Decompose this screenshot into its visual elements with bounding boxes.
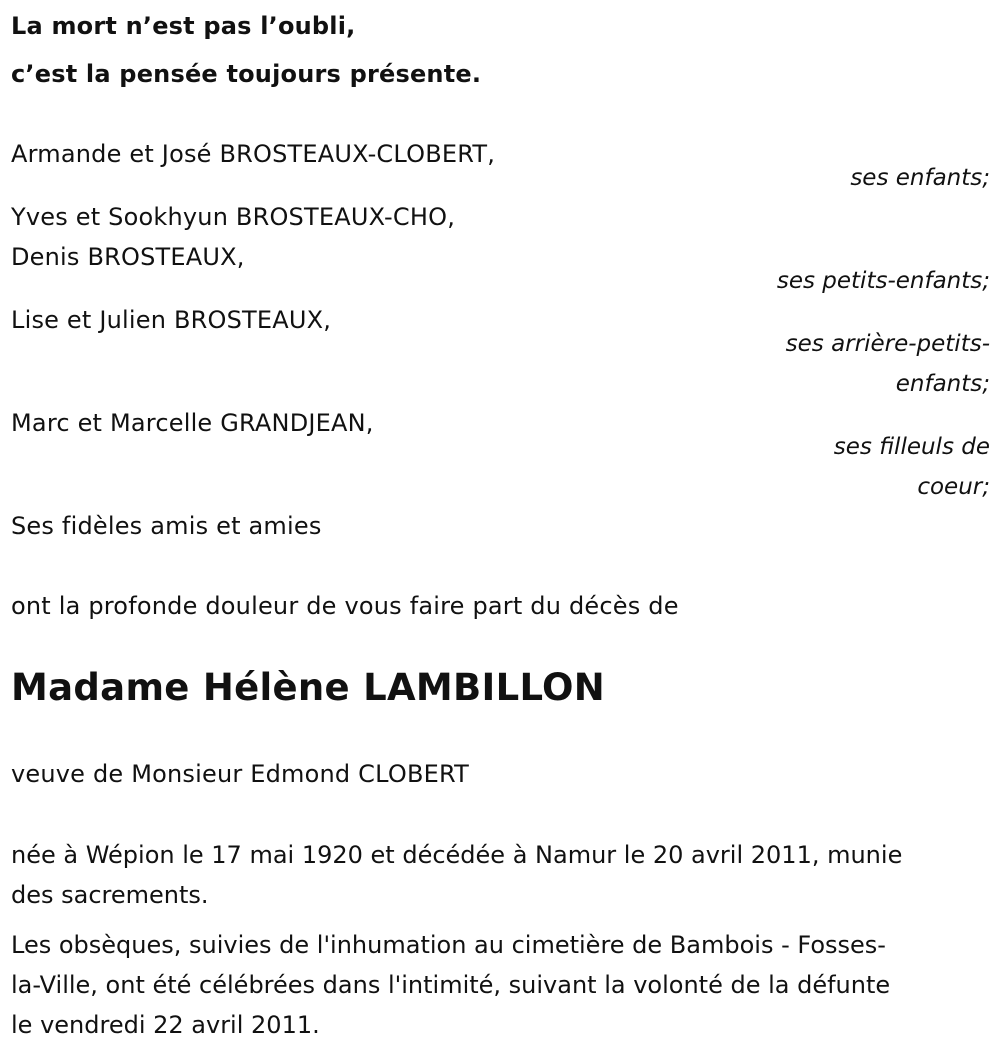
grandchildren-name-2: Denis BROSTEAUX, [11, 243, 245, 271]
friends-line: Ses fidèles amis et amies [11, 512, 322, 540]
funeral-line-3: le vendredi 22 avril 2011. [11, 1011, 320, 1039]
funeral-line-2: la-Ville, ont été célébrées dans l'intimité, suivant la volonté de la défunte [11, 971, 891, 999]
epigraph-line-1: La mort n’est pas l’oubli, [11, 12, 356, 40]
godchildren-role-1: ses filleuls de [833, 434, 990, 460]
announcement-line: ont la profonde douleur de vous faire part du décès de [11, 592, 679, 620]
birth-death-line-1: née à Wépion le 17 mai 1920 et décédée à Namur le 20 avril 2011, munie [11, 841, 903, 869]
funeral-paragraph [11, 925, 991, 1045]
birth-death-line-2: des sacrements. [11, 881, 209, 909]
birth-death-paragraph [11, 835, 991, 915]
children-role: ses enfants; [850, 165, 990, 191]
godchildren-name: Marc et Marcelle GRANDJEAN, [11, 409, 374, 437]
great-grandchildren-role-1: ses arrière-petits- [785, 331, 990, 357]
grandchildren-name-1: Yves et Sookhyun BROSTEAUX-CHO, [11, 203, 456, 231]
widow-of-line: veuve de Monsieur Edmond CLOBERT [11, 760, 469, 788]
grandchildren-role: ses petits-enfants; [776, 268, 990, 294]
epigraph-line-2: c’est la pensée toujours présente. [11, 60, 482, 88]
deceased-name: Madame Hélène LAMBILLON [11, 666, 606, 709]
funeral-line-1: Les obsèques, suivies de l'inhumation au cimetière de Bambois - Fosses- [11, 931, 886, 959]
great-grandchildren-name: Lise et Julien BROSTEAUX, [11, 306, 332, 334]
great-grandchildren-role-2: enfants; [895, 371, 990, 397]
children-names: Armande et José BROSTEAUX-CLOBERT, [11, 140, 496, 168]
godchildren-role-2: coeur; [917, 474, 990, 500]
